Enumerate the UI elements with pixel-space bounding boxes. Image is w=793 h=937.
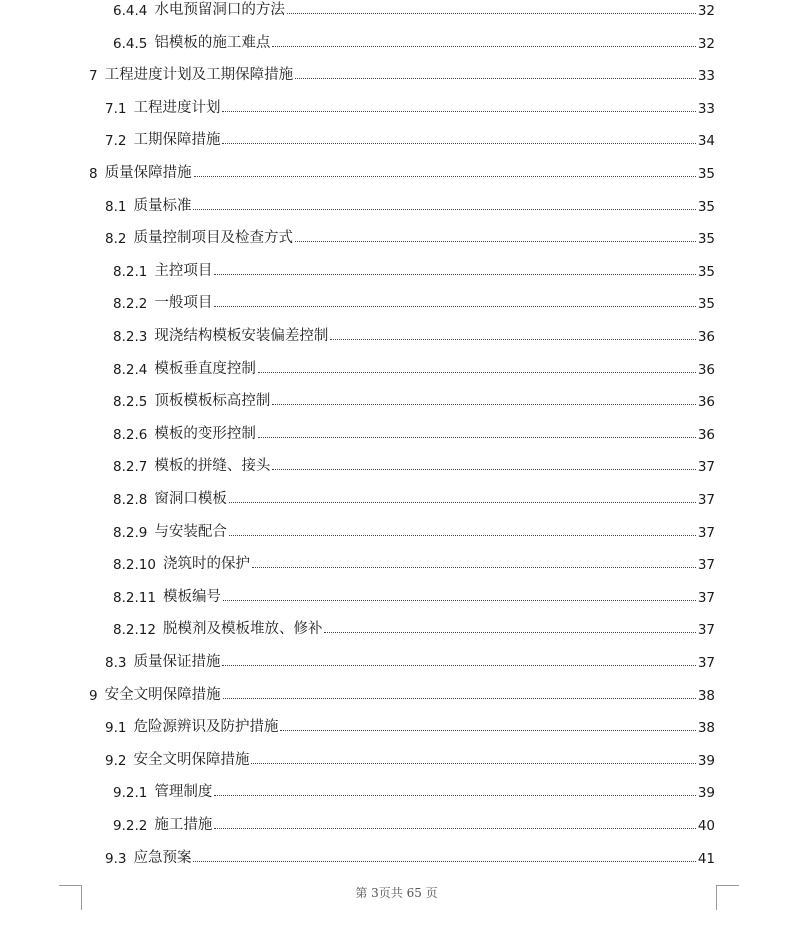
toc-entry-page-number: 32 bbox=[697, 35, 715, 52]
toc-dot-leader bbox=[223, 698, 696, 699]
toc-entry-number: 9 bbox=[89, 687, 98, 704]
toc-dot-leader bbox=[252, 567, 696, 568]
toc-dot-leader bbox=[258, 437, 696, 438]
toc-dot-leader bbox=[295, 241, 696, 242]
toc-entry-page-number: 41 bbox=[697, 850, 715, 867]
toc-entry[interactable] bbox=[113, 258, 715, 280]
toc-entry-title: 脱模剂及模板堆放、修补 bbox=[162, 621, 323, 638]
toc-entry-page-number: 39 bbox=[697, 785, 715, 802]
toc-entry[interactable] bbox=[113, 0, 715, 19]
toc-entry[interactable] bbox=[113, 290, 715, 312]
toc-entry-number: 8.2.8 bbox=[113, 492, 148, 508]
toc-entry-page-number: 37 bbox=[697, 589, 715, 606]
toc-entry-page-number: 35 bbox=[697, 263, 715, 280]
toc-entry-number: 8.2 bbox=[105, 231, 127, 248]
toc-entry-page-number: 33 bbox=[697, 68, 715, 85]
toc-dot-leader bbox=[295, 78, 696, 79]
toc-entry-title: 一般项目 bbox=[154, 295, 213, 312]
toc-entry[interactable] bbox=[113, 30, 715, 52]
toc-entry-title: 质量标准 bbox=[133, 197, 192, 214]
toc-entry-page-number: 36 bbox=[697, 361, 715, 378]
toc-entry-page-number: 37 bbox=[697, 492, 715, 508]
toc-entry-title: 窗洞口模板 bbox=[154, 491, 227, 507]
toc-entry-page-number: 34 bbox=[697, 133, 715, 150]
toc-entry-title: 现浇结构模板安装偏差控制 bbox=[154, 328, 329, 344]
toc-dot-leader bbox=[229, 502, 696, 503]
toc-entry-title: 模板的变形控制 bbox=[154, 425, 256, 442]
toc-entry-title: 模板的拼缝、接头 bbox=[154, 458, 271, 475]
toc-entry-title: 应急预案 bbox=[133, 849, 192, 866]
toc-entry-title: 主控项目 bbox=[154, 262, 213, 279]
toc-entry-page-number: 36 bbox=[697, 329, 715, 345]
toc-entry-page-number: 35 bbox=[697, 231, 715, 248]
toc-entry-number: 8.2.6 bbox=[113, 426, 148, 443]
toc-dot-leader bbox=[280, 730, 695, 731]
toc-entry-title: 铝模板的施工难点 bbox=[154, 34, 271, 51]
toc-dot-leader bbox=[222, 111, 695, 112]
toc-entry[interactable] bbox=[89, 160, 715, 182]
toc-dot-leader bbox=[251, 763, 695, 764]
toc-entry[interactable] bbox=[89, 682, 715, 704]
toc-dot-leader bbox=[272, 404, 695, 405]
page-footer: 第 3页共 65 页 bbox=[355, 886, 438, 900]
toc-entry[interactable] bbox=[105, 95, 715, 117]
toc-dot-leader bbox=[287, 13, 696, 14]
toc-dot-leader bbox=[330, 339, 695, 340]
toc-dot-leader bbox=[214, 306, 695, 307]
toc-dot-leader bbox=[214, 795, 695, 796]
toc-dot-leader bbox=[229, 535, 696, 536]
toc-entry-page-number: 37 bbox=[697, 622, 715, 639]
toc-entry-title: 质量保障措施 bbox=[104, 165, 192, 181]
toc-entry-page-number: 36 bbox=[697, 426, 715, 443]
toc-entry[interactable] bbox=[113, 551, 715, 573]
toc-entry-number: 8.2.7 bbox=[113, 459, 148, 476]
toc-entry-number: 8.2.5 bbox=[113, 394, 148, 411]
toc-dot-leader bbox=[214, 828, 695, 829]
toc-entry-number: 8.2.9 bbox=[113, 524, 148, 541]
toc-entry-number: 8.2.2 bbox=[113, 296, 148, 313]
toc-entry-title: 管理制度 bbox=[154, 784, 213, 801]
toc-entry-title: 模板编号 bbox=[162, 588, 221, 605]
toc-entry[interactable] bbox=[113, 486, 715, 508]
toc-entry[interactable] bbox=[113, 584, 715, 606]
toc-entry-number: 6.4.5 bbox=[113, 35, 148, 52]
toc-entry[interactable] bbox=[113, 616, 715, 638]
toc-entry-page-number: 35 bbox=[697, 296, 715, 313]
toc-entry-page-number: 36 bbox=[697, 394, 715, 411]
toc-entry-page-number: 38 bbox=[697, 687, 715, 704]
toc-entry-number: 9.2.2 bbox=[113, 818, 148, 834]
toc-entry[interactable] bbox=[105, 225, 715, 247]
toc-entry-number: 8.2.4 bbox=[113, 361, 148, 378]
toc-entry-number: 8.2.10 bbox=[113, 557, 156, 574]
toc-dot-leader bbox=[272, 469, 695, 470]
toc-entry[interactable] bbox=[89, 62, 715, 84]
toc-entry-page-number: 37 bbox=[697, 557, 715, 574]
toc-entry-title: 水电预留洞口的方法 bbox=[154, 2, 285, 18]
toc-entry[interactable] bbox=[113, 323, 715, 345]
toc-dot-leader bbox=[214, 274, 695, 275]
toc-dot-leader bbox=[258, 372, 696, 373]
toc-entry-title: 施工措施 bbox=[154, 817, 213, 833]
toc-entry-number: 8.2.12 bbox=[113, 622, 156, 639]
toc-entry[interactable] bbox=[105, 127, 715, 149]
toc-entry-page-number: 35 bbox=[697, 166, 715, 182]
toc-entry[interactable] bbox=[113, 519, 715, 541]
toc-entry[interactable] bbox=[105, 714, 715, 736]
toc-entry-number: 8.2.1 bbox=[113, 263, 148, 280]
toc-dot-leader bbox=[222, 665, 695, 666]
toc-entry-page-number: 33 bbox=[697, 100, 715, 117]
toc-dot-leader bbox=[272, 46, 695, 47]
toc-entry-title: 与安装配合 bbox=[154, 523, 227, 540]
toc-entry[interactable] bbox=[113, 421, 715, 443]
toc-entry[interactable] bbox=[105, 845, 715, 867]
toc-dot-leader bbox=[193, 209, 695, 210]
toc-entry-number: 9.2 bbox=[105, 752, 127, 769]
toc-entry-number: 8 bbox=[89, 166, 98, 182]
toc-entry-number: 8.2.3 bbox=[113, 329, 148, 345]
toc-entry-number: 7.1 bbox=[105, 100, 127, 117]
toc-entry-page-number: 40 bbox=[697, 818, 715, 834]
toc-entry[interactable] bbox=[113, 356, 715, 378]
toc-entry-title: 安全文明保障措施 bbox=[104, 686, 221, 703]
toc-dot-leader bbox=[194, 176, 696, 177]
toc-entry[interactable] bbox=[113, 388, 715, 410]
toc-entry-title: 模板垂直度控制 bbox=[154, 360, 256, 377]
toc-entry-title: 安全文明保障措施 bbox=[133, 751, 250, 768]
toc-entry-title: 危险源辨识及防护措施 bbox=[133, 719, 279, 736]
toc-dot-leader bbox=[223, 600, 696, 601]
toc-entry-number: 7 bbox=[89, 68, 98, 85]
toc-entry-number: 8.3 bbox=[105, 655, 127, 671]
toc-entry-page-number: 37 bbox=[697, 459, 715, 476]
toc-entry-title: 浇筑时的保护 bbox=[162, 556, 250, 573]
toc-entry-title: 顶板模板标高控制 bbox=[154, 393, 271, 410]
toc-entry[interactable] bbox=[113, 779, 715, 801]
toc-entry-page-number: 38 bbox=[697, 720, 715, 737]
toc-entry-number: 6.4.4 bbox=[113, 3, 148, 19]
toc-entry-number: 7.2 bbox=[105, 133, 127, 150]
toc-dot-leader bbox=[193, 861, 695, 862]
toc-entry[interactable] bbox=[113, 812, 715, 834]
toc-entry-number: 9.2.1 bbox=[113, 785, 148, 802]
toc-entry[interactable] bbox=[113, 453, 715, 475]
toc-entry-number: 9.1 bbox=[105, 720, 127, 737]
toc-entry[interactable] bbox=[105, 193, 715, 215]
toc-entry-page-number: 37 bbox=[697, 655, 715, 671]
toc-entry-page-number: 32 bbox=[697, 3, 715, 19]
toc-entry-title: 质量控制项目及检查方式 bbox=[133, 230, 293, 247]
toc-entry-page-number: 39 bbox=[697, 752, 715, 769]
toc-entry-number: 8.2.11 bbox=[113, 589, 156, 606]
toc-entry-title: 质量保证措施 bbox=[133, 654, 221, 670]
toc-entry-title: 工期保障措施 bbox=[133, 132, 221, 149]
toc-entry-title: 工程进度计划及工期保障措施 bbox=[104, 67, 294, 84]
toc-entry[interactable] bbox=[105, 747, 715, 769]
toc-entry-title: 工程进度计划 bbox=[133, 99, 221, 116]
toc-entry-page-number: 37 bbox=[697, 524, 715, 541]
toc-entry[interactable] bbox=[105, 649, 715, 671]
toc-entry-page-number: 35 bbox=[697, 198, 715, 215]
toc-dot-leader bbox=[222, 143, 695, 144]
toc-entry-number: 8.1 bbox=[105, 198, 127, 215]
toc-entry-number: 9.3 bbox=[105, 850, 127, 867]
toc-dot-leader bbox=[324, 632, 695, 633]
